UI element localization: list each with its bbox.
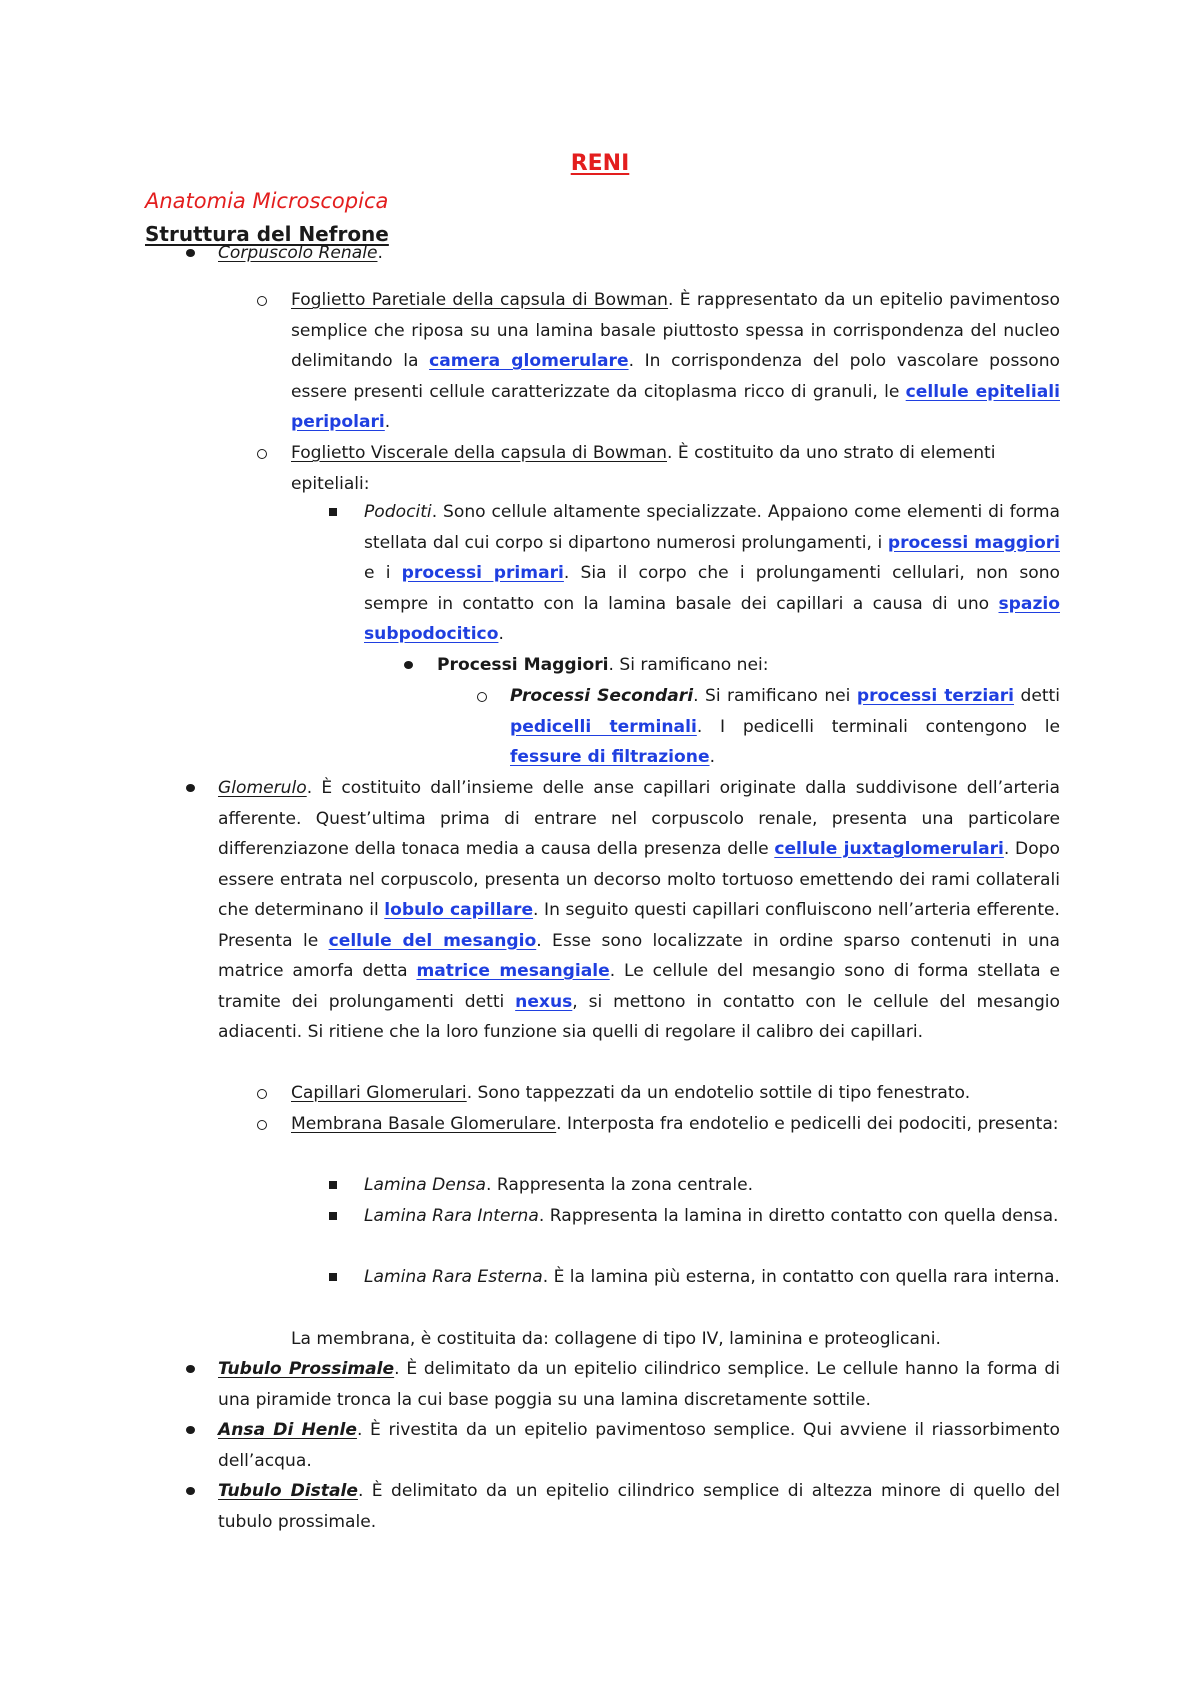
list-item-foglietto-viscerale: Foglietto Viscerale della capsula di Bowman. È costituito da uno strato di elementi epiteliali: xyxy=(291,443,996,494)
list-item-lamina-densa: Lamina Densa. Rappresenta la zona centrale. xyxy=(364,1175,754,1195)
list-item-foglietto-paretiale: Foglietto Paretiale della capsula di Bowman. È rappresentato da un epitelio pavimentoso semplice che riposa su una lamina basale piuttosto spessa in corrispondenza del nucleo delimitando la camera glomerulare. In corrispondenza del polo vascolare possono essere presenti cellule caratterizzate da citoplasma ricco di granuli, le cellule epiteliali peripolari. xyxy=(291,290,1061,432)
bullet-disc-icon xyxy=(186,784,195,792)
bullet-disc-icon xyxy=(186,249,195,257)
list-item-tubulo-prossimale: Tubulo Prossimale. È delimitato da un epitelio cilindrico semplice. Le cellule hanno la forma di una piramide tronca la cui base poggia su una lamina discretamente sottile. xyxy=(218,1359,1060,1410)
link-processi-terziari[interactable]: processi terziari xyxy=(856,686,1015,706)
link-lobulo-capillare[interactable]: lobulo capillare xyxy=(384,900,534,920)
bullet-circle-icon xyxy=(257,449,267,459)
link-nexus[interactable]: nexus xyxy=(515,991,573,1012)
document-title: RENI xyxy=(570,151,630,176)
link-processi-primari[interactable]: processi primari xyxy=(401,563,564,583)
link-cellule-juxtaglomerulari[interactable]: cellule juxtaglomerulari xyxy=(774,839,1004,859)
list-item-glomerulo: Glomerulo. È costituito dall’insieme delle anse capillari originate dalla suddivisone dell’arteria afferente. Quest’ultima prima di entrare nel corpuscolo renale, presenta una particolare differenziazone della tonaca media a causa della presenza delle cellule juxtaglomerulari. Dopo essere entrata nel corpuscolo, presenta un decorso molto tortuoso emettendo dei rami collaterali che determinano il lobulo capillare. In seguito questi capillari confluiscono nell’arteria efferente. Presenta le cellule del mesangio. Esse sono localizzate in ordine sparso contenuti in una matrice amorfa detta matrice mesangiale. Le cellule del mesangio sono di forma stellata e tramite dei prolungamenti detti nexus, si mettono in contatto con le cellule del mesangio adiacenti. Si ritiene che la loro funzione sia quelli di regolare il calibro dei capillari. xyxy=(218,778,1060,1042)
link-cellule-del-mesangio[interactable]: cellule del mesangio xyxy=(328,930,537,951)
link-pedicelli-terminali[interactable]: pedicelli terminali xyxy=(510,716,697,737)
list-item-lamina-rara-esterna: Lamina Rara Esterna. È la lamina più esterna, in contatto con quella rara interna. xyxy=(364,1267,1060,1287)
list-item-podociti: Podociti. Sono cellule altamente specializzate. Appaiono come elementi di forma stellata dal cui corpo si dipartono numerosi prolungamenti, i processi maggiori e i processi primari. Sia il corpo che i prolungamenti cellulari, non sono sempre in contatto con la lamina basale dei capillari a causa di uno spazio subpodocitico. xyxy=(364,502,1060,644)
section-heading: Struttura del Nefrone xyxy=(145,222,389,246)
list-item-tubulo-distale: Tubulo Distale. È delimitato da un epitelio cilindrico semplice di altezza minore di quello del tubulo prossimale. xyxy=(218,1481,1060,1532)
bullet-square-icon xyxy=(329,1181,337,1189)
document-subtitle: Anatomia Microscopica xyxy=(145,189,389,213)
link-processi-maggiori[interactable]: processi maggiori xyxy=(887,532,1060,553)
list-item-corpuscolo: Corpuscolo Renale. xyxy=(218,243,383,263)
list-item-ansa-di-henle: Ansa Di Henle. È rivestita da un epitelio pavimentoso semplice. Qui avviene il riassorbimento dell’acqua. xyxy=(218,1420,1060,1471)
bullet-circle-icon xyxy=(477,692,487,702)
bullet-disc-icon xyxy=(186,1426,195,1434)
bullet-square-icon xyxy=(329,1273,337,1281)
bullet-circle-icon xyxy=(257,296,267,306)
list-item-processi-secondari: Processi Secondari. Si ramificano nei processi terziari detti pedicelli terminali. I pedicelli terminali contengono le fessure di filtrazione. xyxy=(510,686,1061,767)
bullet-square-icon xyxy=(329,508,337,516)
list-item-lamina-rara-interna: Lamina Rara Interna. Rappresenta la lamina in diretto contatto con quella densa. xyxy=(364,1206,1059,1226)
bullet-disc-icon xyxy=(186,1487,195,1495)
list-item-membrana-basale: Membrana Basale Glomerulare. Interposta fra endotelio e pedicelli dei podociti, presenta: xyxy=(291,1114,1059,1134)
link-fessure-di-filtrazione[interactable]: fessure di filtrazione xyxy=(510,747,710,767)
link-camera-glomerulare[interactable]: camera glomerulare xyxy=(429,351,629,371)
link-spazio-subpodocitico[interactable]: spazio subpodocitico xyxy=(364,593,1060,644)
bullet-disc-icon xyxy=(186,1365,195,1373)
list-item-processi-maggiori: Processi Maggiori. Si ramificano nei: xyxy=(437,655,769,675)
bullet-circle-icon xyxy=(257,1089,267,1099)
membrana-note: La membrana, è costituita da: collagene di tipo IV, laminina e proteoglicani. xyxy=(291,1329,941,1349)
bullet-disc-icon xyxy=(404,661,413,669)
link-cellule-epiteliali-peripolari[interactable]: cellule epiteliali peripolari xyxy=(291,381,1060,432)
bullet-circle-icon xyxy=(257,1120,267,1130)
list-item-capillari-glomerulari: Capillari Glomerulari. Sono tappezzati da un endotelio sottile di tipo fenestrato. xyxy=(291,1083,971,1103)
bullet-square-icon xyxy=(329,1212,337,1220)
link-matrice-mesangiale[interactable]: matrice mesangiale xyxy=(416,961,610,981)
